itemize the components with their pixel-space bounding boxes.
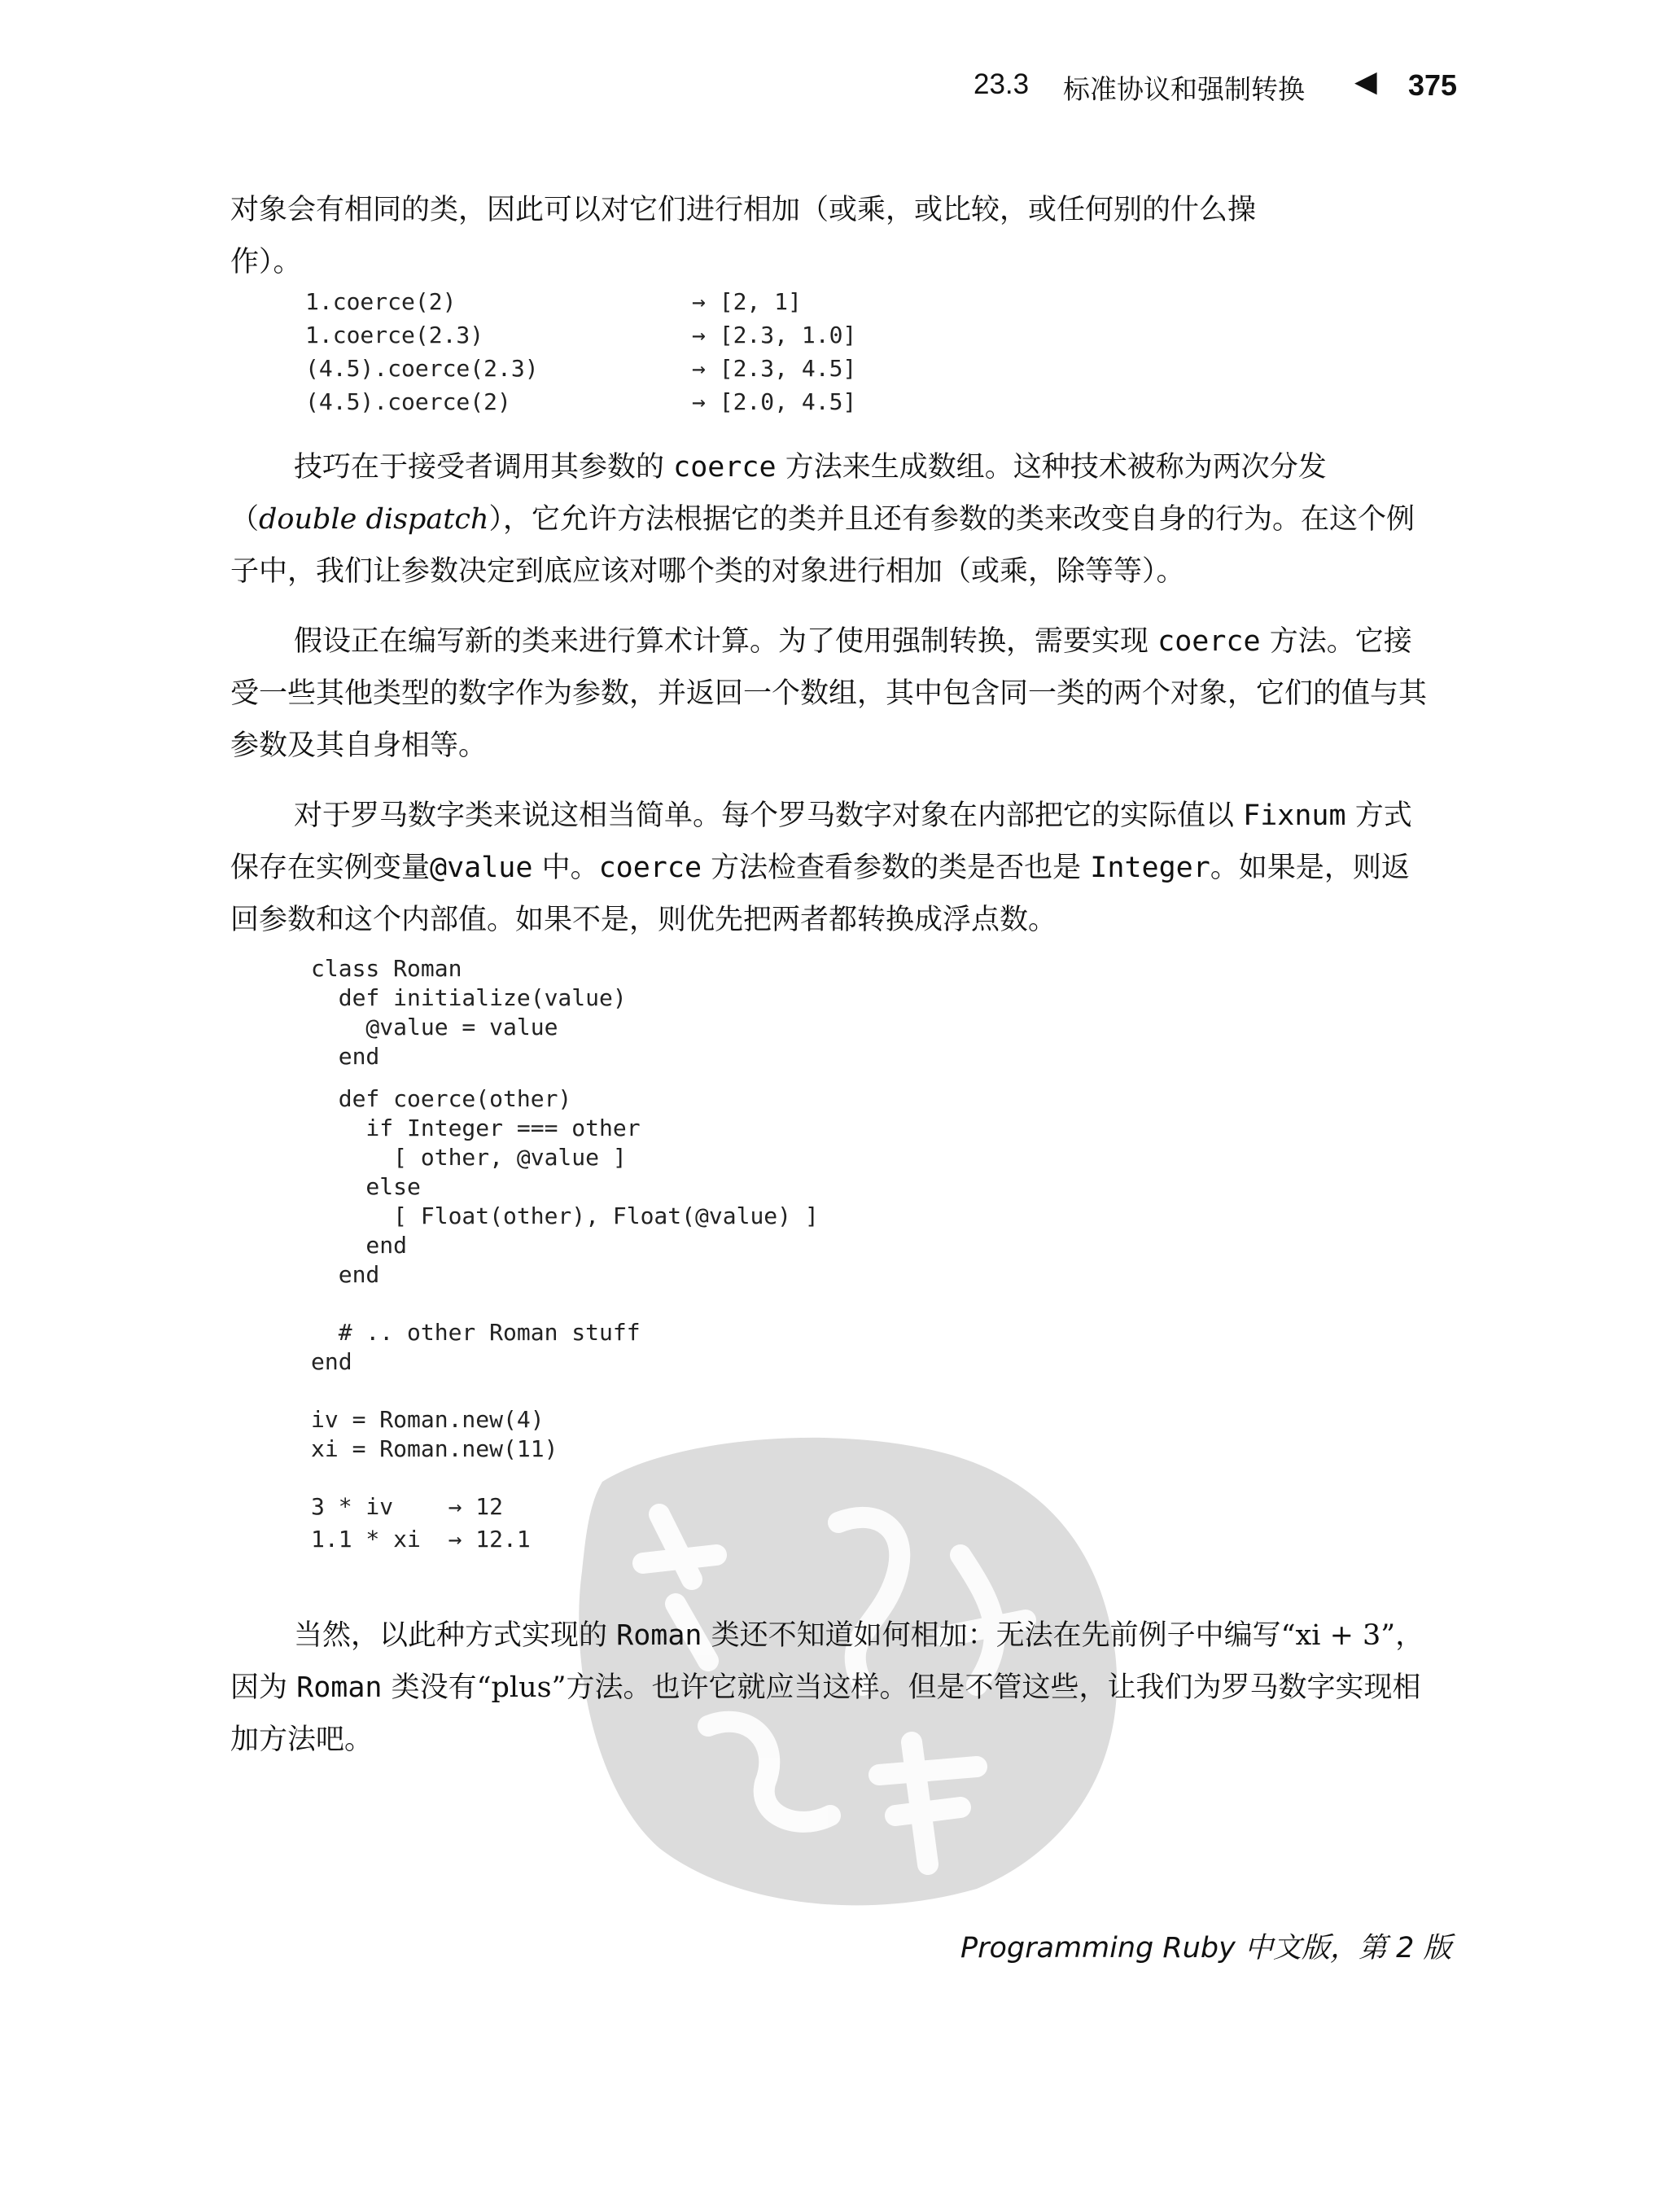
code-line: def coerce(other) [311,1085,572,1112]
book-title-footer: Programming Ruby 中文版，第 2 版 [960,1932,1452,1965]
emphasis-term: double dispatch [259,503,489,536]
code-line: class Roman [311,955,462,982]
inline-code: @value [430,852,533,884]
code-line: [ Float(other), Float(@value) ] [311,1202,819,1229]
section-title: 标准协议和强制转换 [1063,73,1305,105]
paragraph-4-text: 中。 [532,852,599,884]
code-line: @value = value [311,1014,558,1040]
inline-code: Fixnum [1243,799,1346,832]
paragraph-4-text: 。如果是，则返回参数和这个内部值。如果不是，则优先把两者都转换成浮点数。 [230,852,1410,936]
inline-code: Roman [616,1619,702,1652]
paragraph-4-text: 对于罗马数字类来说这相当简单。每个罗马数字对象在内部把它的实际值以 [294,799,1244,832]
inline-code: coerce [673,451,777,484]
code-line: end [311,1043,380,1070]
code-line: end [311,1348,352,1375]
code-line: else [311,1173,421,1200]
inline-code: Integer [1090,852,1210,884]
coerce-example-expr: 1.coerce(2) [305,288,457,315]
header-arrow-icon: ◀ [1354,65,1377,99]
section-number: 23.3 [974,68,1030,100]
inline-code: coerce [598,852,702,884]
paragraph-5 [230,1610,1427,1766]
paragraph-5-text: 当然，以此种方式实现的 [294,1619,617,1652]
code-line: end [311,1232,408,1259]
paragraph-5-text: 类还不知道如何相加：无法在先前例子中编写“xi + 3”，因为 [230,1619,1424,1704]
coerce-example-expr: 1.coerce(2.3) [305,322,484,348]
code-line: 1.1 * xi → 12.1 [311,1526,531,1553]
coerce-example-result: → [2.0, 4.5] [692,388,857,415]
paragraph-3-text: 假设正在编写新的类来进行算术计算。为了使用强制转换，需要实现 [294,625,1158,658]
coerce-example-result: → [2, 1] [692,288,802,315]
paragraph-3 [230,615,1427,772]
paragraph-1 [230,184,1427,288]
coerce-example-expr: (4.5).coerce(2) [305,388,511,415]
coerce-example-expr: (4.5).coerce(2.3) [305,355,539,382]
code-line: iv = Roman.new(4) [311,1406,545,1433]
inline-code: Roman [296,1671,383,1704]
coerce-example-result: → [2.3, 4.5] [692,355,857,382]
code-line: if Integer === other [311,1115,641,1141]
code-line: end [311,1261,380,1288]
paragraph-2-text: ），它允许方法根据它的类并且还有参数的类来改变自身的行为。在这个例子中，我们让参数决定到底应该对哪个类的对象进行相加（或乘，除等等）。 [230,503,1415,588]
paragraph-1-line-2: 作）。 [230,246,302,278]
paragraph-2 [230,441,1427,598]
paragraph-2-text: 方法来生成数组。这种技术被称为两次分发（ [230,451,1327,536]
paragraph-3-text: 方法。它接受一些其他类型的数字作为参数，并返回一个数组，其中包含同一类的两个对象，它们的值与其参数及其自身相等。 [230,625,1428,762]
inline-code: coerce [1157,625,1261,658]
code-line: xi = Roman.new(11) [311,1435,558,1462]
coerce-example-result: → [2.3, 1.0] [692,322,857,348]
paragraph-2-text: 技巧在于接受者调用其参数的 [294,451,674,484]
paragraph-5-text: 类没有“plus”方法。也许它就应当这样。但是不管这些，让我们为罗马数字实现相加方法吧。 [230,1671,1421,1756]
page-number: 375 [1408,68,1458,102]
paragraph-4-text: 方法检查看参数的类是否也是 [702,852,1091,884]
code-line: 3 * iv → 12 [311,1493,504,1520]
code-line: [ other, @value ] [311,1144,627,1171]
paragraph-4 [230,790,1427,946]
paragraph-4-text: 方式保存在实例变量 [230,799,1412,884]
code-line: # .. other Roman stuff [311,1319,641,1346]
code-line: def initialize(value) [311,984,627,1011]
paragraph-1-line-1: 对象会有相同的类，因此可以对它们进行相加（或乘，或比较，或任何别的什么操 [230,194,1257,226]
